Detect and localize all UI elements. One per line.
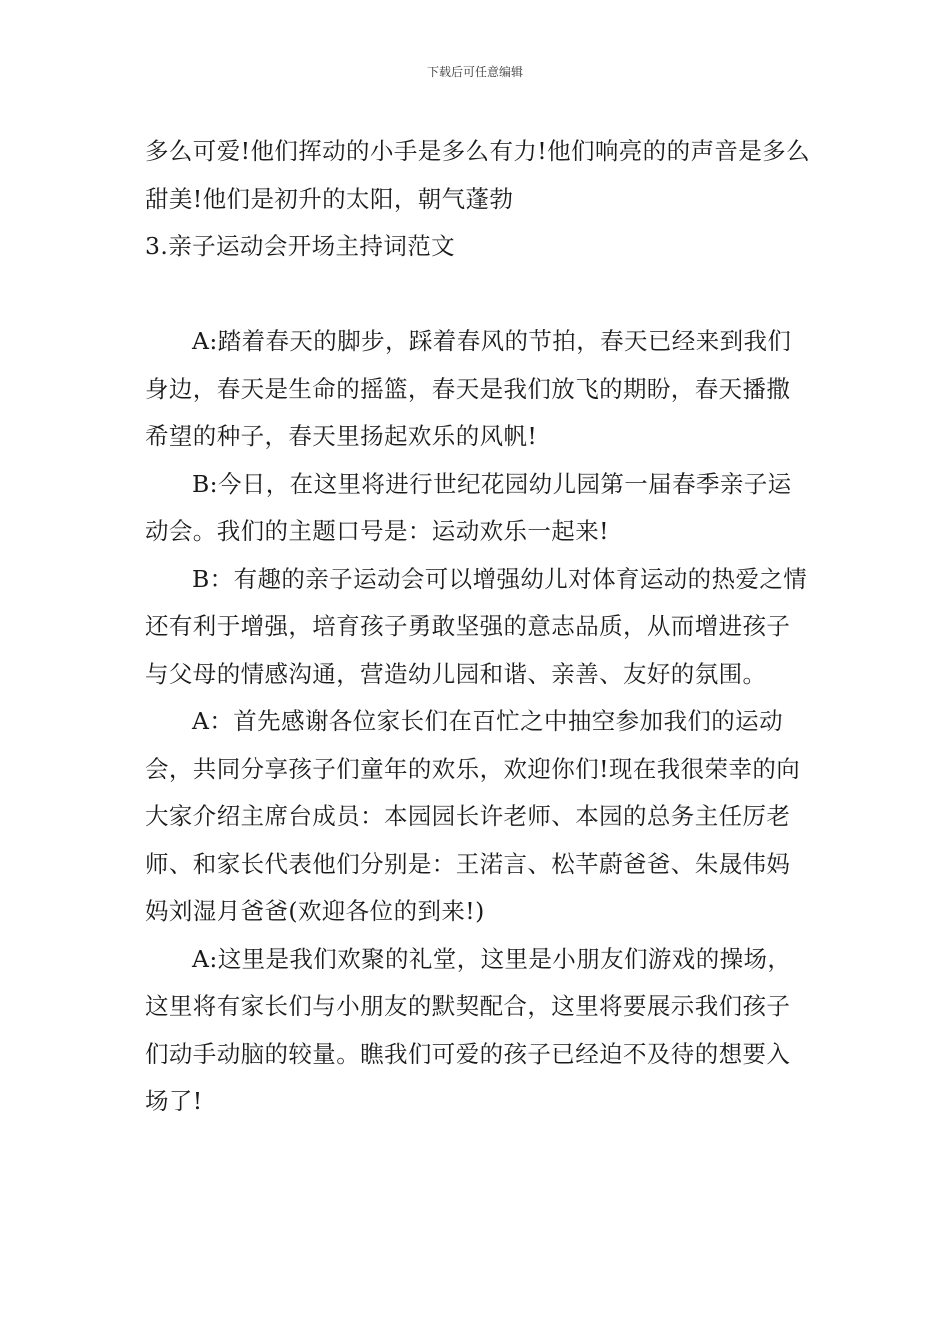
- page-header: 下载后可任意编辑: [426, 65, 523, 79]
- paragraph: B：有趣的亲子运动会可以增强幼儿对体育运动的热爱之情还有利于增强，培育孩子勇敢坚强的意志品质，从而增进孩子与父母的情感沟通，营造幼儿园和谐、亲善、友好的氛围。: [145, 564, 808, 688]
- paragraph-continuation: 多么可爱!他们挥动的小手是多么有力!他们响亮的的声音是多么甜美!他们是初升的太阳，朝气蓬勃: [145, 137, 810, 213]
- section-heading: 3.亲子运动会开场主持词范文: [145, 232, 456, 260]
- document-body: [145, 128, 810, 1126]
- paragraph: B:今日，在这里将进行世纪花园幼儿园第一届春季亲子运动会。我们的主题口号是：运动欢乐一起来!: [145, 469, 792, 545]
- paragraph: A:这里是我们欢聚的礼堂，这里是小朋友们游戏的操场，这里将有家长们与小朋友的默契配合，这里将要展示我们孩子们动手动脑的较量。瞧我们可爱的孩子已经迫不及待的想要入场了!: [145, 944, 792, 1115]
- paragraph: A：首先感谢各位家长们在百忙之中抽空参加我们的运动会，共同分享孩子们童年的欢乐，欢迎你们!现在我很荣幸的向大家介绍主席台成员：本园园长许老师、本园的总务主任厉老师、和家长代表他们分别是：王渃言、松芊蔚爸爸、朱晟伟妈妈刘湿月爸爸(欢迎各位的到来!): [145, 707, 801, 925]
- paragraph: A:踏着春天的脚步，踩着春风的节拍，春天已经来到我们身边，春天是生命的摇篮，春天是我们放飞的期盼，春天播撒希望的种子，春天里扬起欢乐的风帆!: [145, 327, 792, 450]
